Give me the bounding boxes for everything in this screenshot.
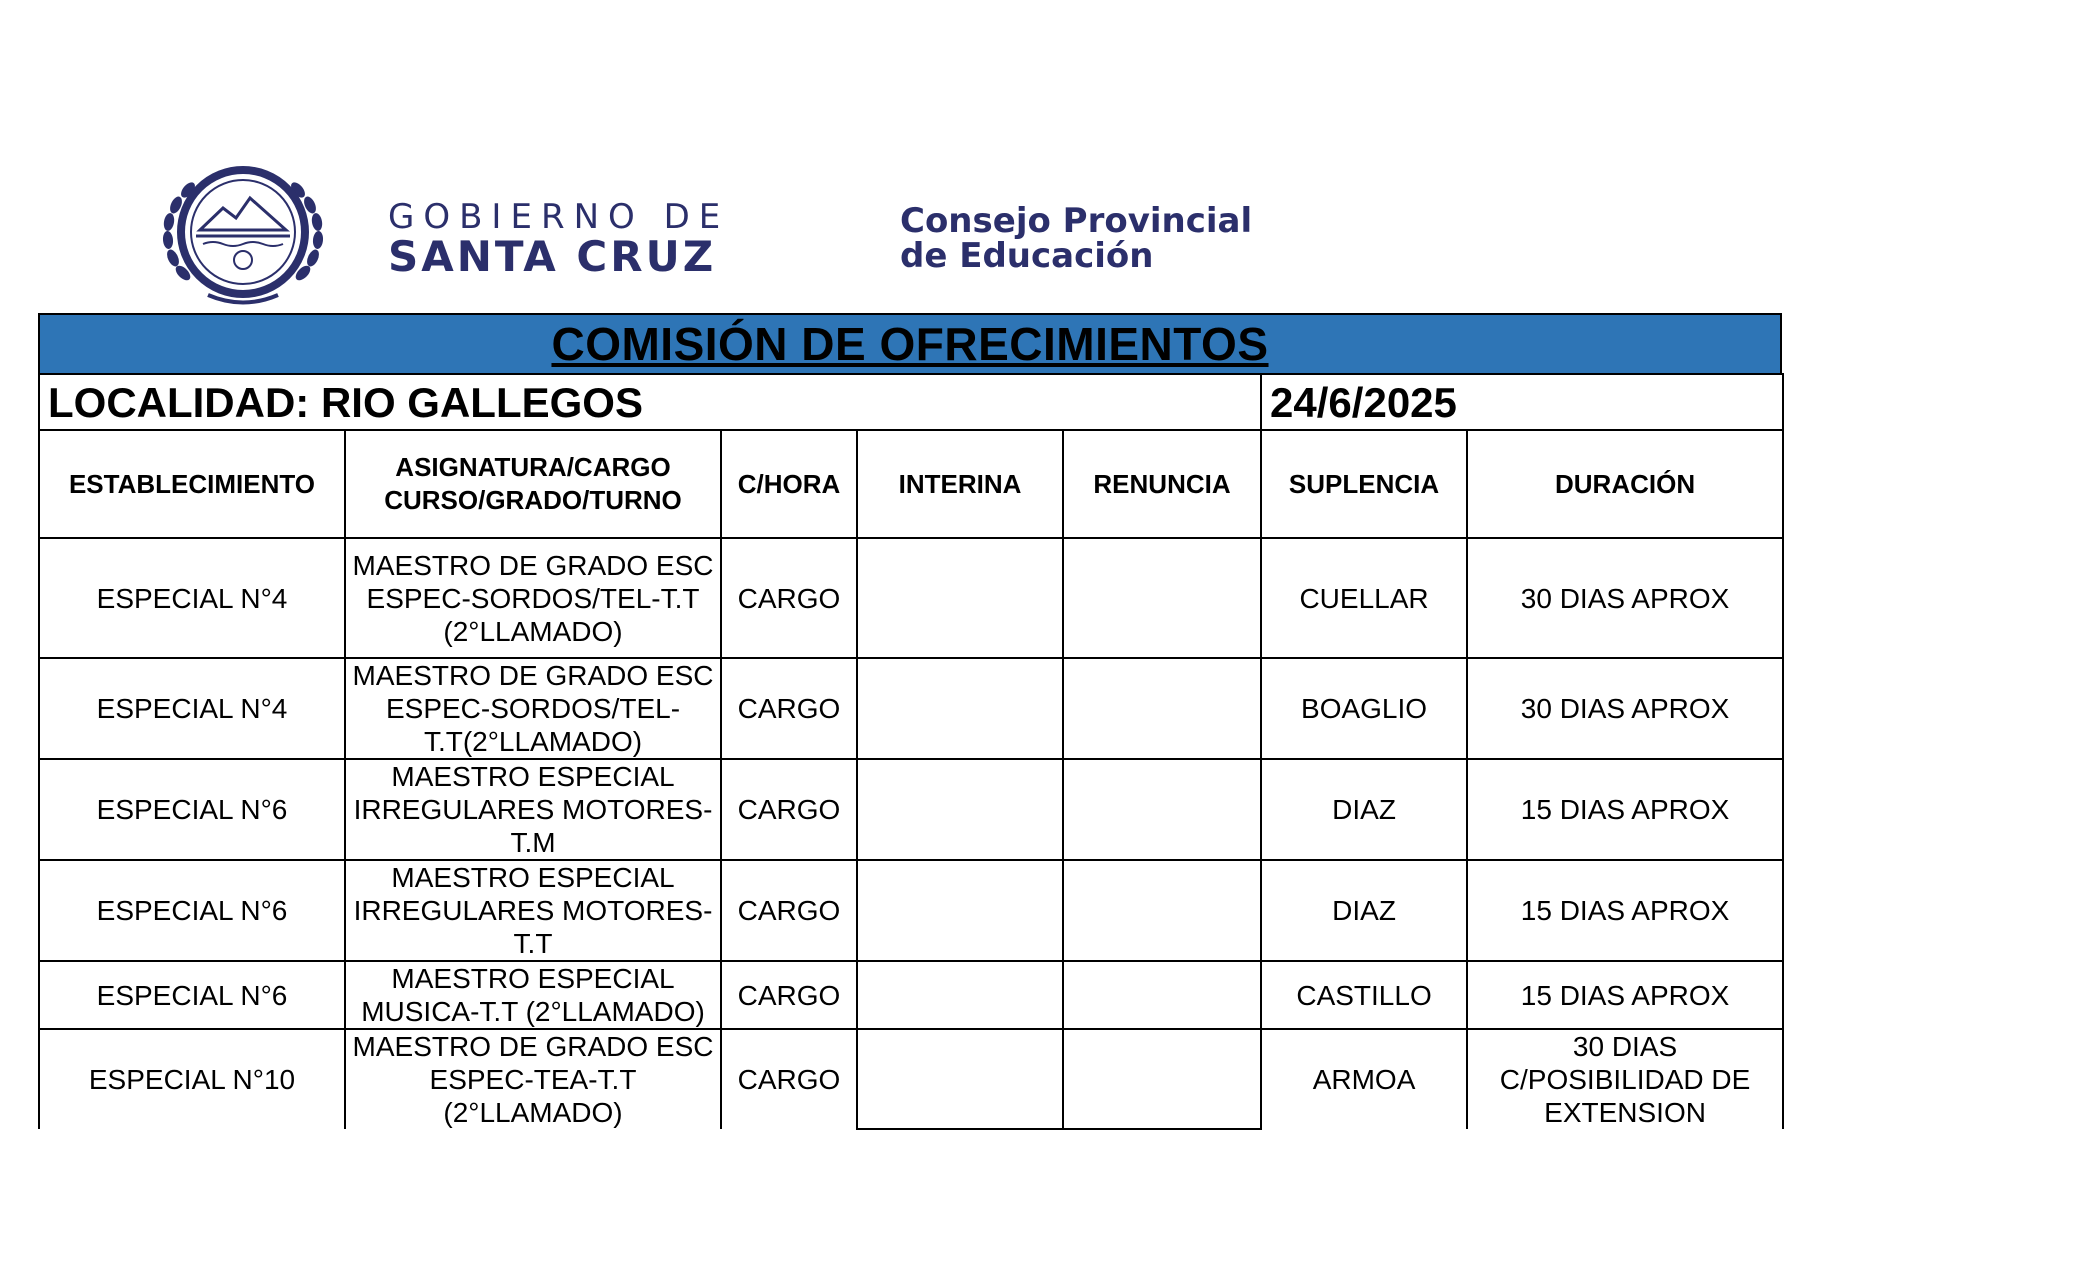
cell-interina bbox=[857, 961, 1063, 1029]
localidad-row bbox=[39, 374, 1783, 430]
cell-suplencia: DIAZ bbox=[1261, 860, 1467, 961]
cell-renuncia bbox=[1063, 1029, 1261, 1129]
offers-sheet bbox=[38, 313, 1782, 1130]
cell-renuncia bbox=[1063, 860, 1261, 961]
cell-chora: CARGO bbox=[721, 1029, 857, 1129]
consejo-line1: Consejo Provincial bbox=[900, 201, 1253, 241]
cell-asignatura: MAESTRO DE GRADO ESC ESPEC-TEA-T.T (2°LLAMADO) bbox=[345, 1029, 721, 1129]
table-row bbox=[39, 961, 1783, 1029]
localidad-label: LOCALIDAD: RIO GALLEGOS bbox=[39, 374, 1261, 430]
cell-duracion: 30 DIAS APROX bbox=[1467, 538, 1783, 658]
cell-establecimiento: ESPECIAL N°4 bbox=[39, 538, 345, 658]
cell-renuncia bbox=[1063, 759, 1261, 860]
cell-interina bbox=[857, 658, 1063, 759]
table-row bbox=[39, 1029, 1783, 1129]
cell-interina bbox=[857, 538, 1063, 658]
col-suplencia: SUPLENCIA bbox=[1261, 430, 1467, 538]
cell-chora: CARGO bbox=[721, 860, 857, 961]
cell-asignatura: MAESTRO ESPECIAL IRREGULARES MOTORES-T.M bbox=[345, 759, 721, 860]
cell-establecimiento: ESPECIAL N°6 bbox=[39, 961, 345, 1029]
col-establecimiento: ESTABLECIMIENTO bbox=[39, 430, 345, 538]
cell-asignatura: MAESTRO ESPECIAL IRREGULARES MOTORES-T.T bbox=[345, 860, 721, 961]
gobierno-line: GOBIERNO DE bbox=[388, 197, 730, 237]
table-row bbox=[39, 658, 1783, 759]
cell-establecimiento: ESPECIAL N°6 bbox=[39, 860, 345, 961]
gobierno-logo-text bbox=[388, 197, 730, 281]
cell-interina bbox=[857, 1029, 1063, 1129]
date-label: 24/6/2025 bbox=[1261, 374, 1783, 430]
cell-chora: CARGO bbox=[721, 759, 857, 860]
col-interina: INTERINA bbox=[857, 430, 1063, 538]
cell-chora: CARGO bbox=[721, 658, 857, 759]
cell-duracion: 15 DIAS APROX bbox=[1467, 860, 1783, 961]
cell-renuncia bbox=[1063, 961, 1261, 1029]
cell-asignatura: MAESTRO DE GRADO ESC ESPEC-SORDOS/TEL-T.T (2°LLAMADO) bbox=[345, 538, 721, 658]
sheet-title: COMISIÓN DE OFRECIMIENTOS bbox=[551, 318, 1269, 370]
cell-establecimiento: ESPECIAL N°4 bbox=[39, 658, 345, 759]
header-row bbox=[39, 430, 1783, 538]
cell-suplencia: BOAGLIO bbox=[1261, 658, 1467, 759]
cell-suplencia: CUELLAR bbox=[1261, 538, 1467, 658]
cell-chora: CARGO bbox=[721, 961, 857, 1029]
table-row bbox=[39, 538, 1783, 658]
cell-suplencia: ARMOA bbox=[1261, 1029, 1467, 1129]
cell-asignatura: MAESTRO DE GRADO ESC ESPEC-SORDOS/TEL-T.T(2°LLAMADO) bbox=[345, 658, 721, 759]
table-row bbox=[39, 759, 1783, 860]
cell-suplencia: CASTILLO bbox=[1261, 961, 1467, 1029]
santa-cruz-line: SANTA CRUZ bbox=[388, 232, 717, 281]
title-bar bbox=[38, 313, 1782, 373]
offers-table bbox=[38, 373, 1784, 1130]
consejo-logo-text bbox=[900, 201, 1253, 276]
col-duracion: DURACIÓN bbox=[1467, 430, 1783, 538]
cell-establecimiento: ESPECIAL N°10 bbox=[39, 1029, 345, 1129]
cell-renuncia bbox=[1063, 658, 1261, 759]
cell-duracion: 30 DIAS APROX bbox=[1467, 658, 1783, 759]
cell-duracion: 15 DIAS APROX bbox=[1467, 961, 1783, 1029]
provincial-seal-icon bbox=[148, 160, 338, 310]
table-row bbox=[39, 860, 1783, 961]
cell-duracion: 15 DIAS APROX bbox=[1467, 759, 1783, 860]
cell-interina bbox=[857, 759, 1063, 860]
cell-renuncia bbox=[1063, 538, 1261, 658]
cell-establecimiento: ESPECIAL N°6 bbox=[39, 759, 345, 860]
col-chora: C/HORA bbox=[721, 430, 857, 538]
document-header bbox=[140, 160, 1340, 310]
cell-suplencia: DIAZ bbox=[1261, 759, 1467, 860]
cell-interina bbox=[857, 860, 1063, 961]
cell-duracion: 30 DIAS C/POSIBILIDAD DE EXTENSION bbox=[1467, 1029, 1783, 1129]
cell-asignatura: MAESTRO ESPECIAL MUSICA-T.T (2°LLAMADO) bbox=[345, 961, 721, 1029]
col-renuncia: RENUNCIA bbox=[1063, 430, 1261, 538]
cell-chora: CARGO bbox=[721, 538, 857, 658]
col-asignatura: ASIGNATURA/CARGO CURSO/GRADO/TURNO bbox=[345, 430, 721, 538]
consejo-line2: de Educación bbox=[900, 235, 1154, 276]
